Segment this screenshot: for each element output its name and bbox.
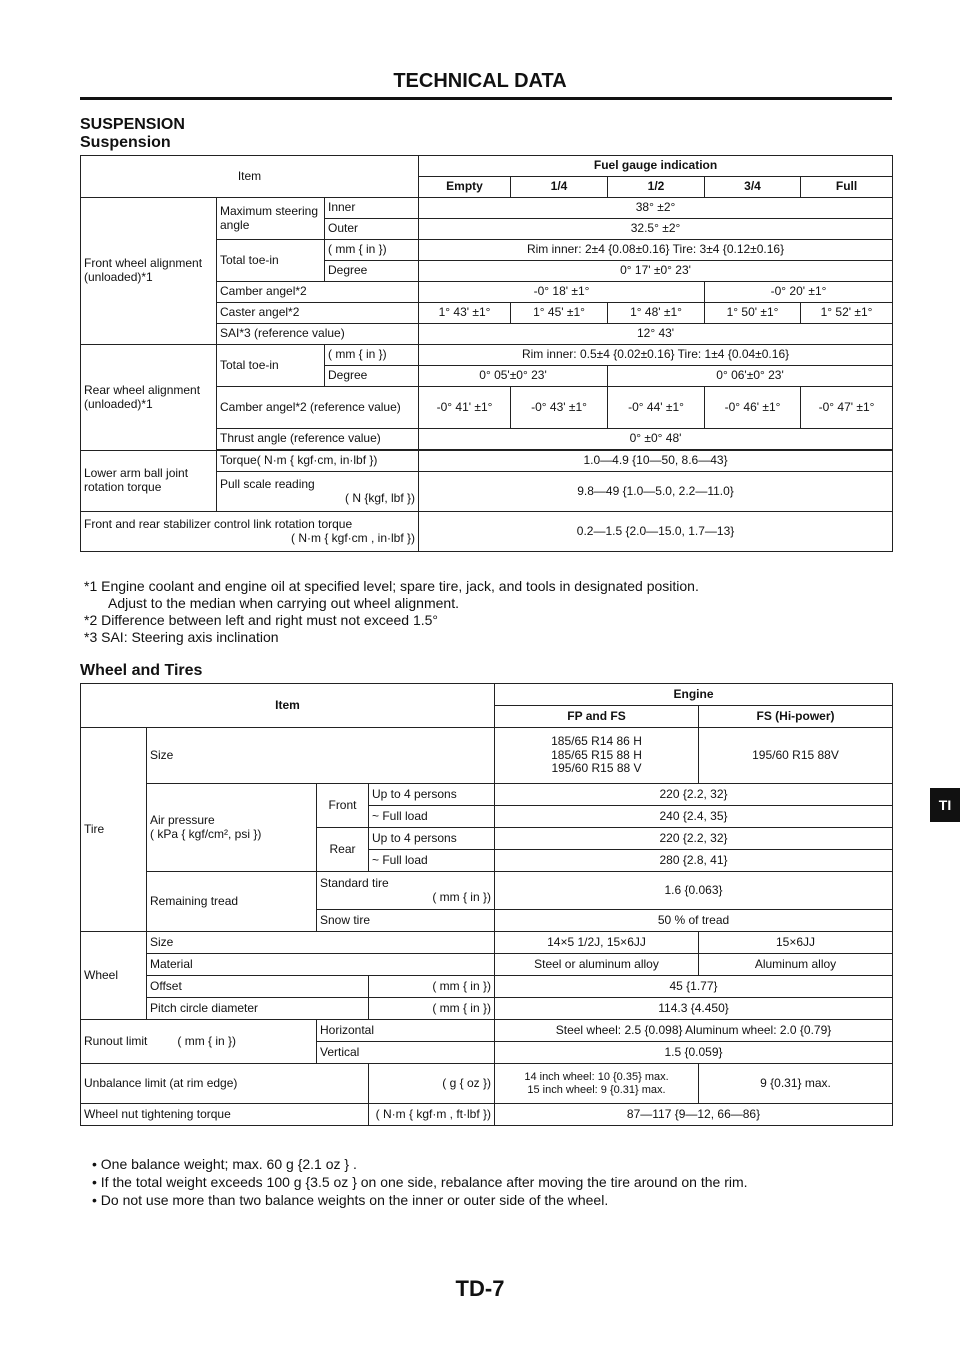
material-label: Material [147, 954, 495, 976]
wheel-size-fp: 14×5 1/2J, 15×6JJ [495, 932, 699, 954]
header-rule [80, 97, 892, 100]
air-pressure-unit: ( kPa { kgf/cm², psi }) [150, 826, 262, 841]
rear-full-value: 280 {2.8, 41} [495, 850, 893, 872]
rear-camber-full: -0° 47' ±1° [801, 387, 893, 429]
rear-toe-mm-value: Rim inner: 0.5±4 {0.02±0.16} Tire: 1±4 {0.04±0.16} [419, 345, 893, 366]
section-heading: SUSPENSION [80, 116, 185, 133]
rear-alignment-group: Rear wheel alignment (unloaded)*1 [81, 345, 217, 451]
offset-unit: ( mm { in }) [369, 976, 495, 998]
inner-label: Inner [325, 198, 419, 219]
pcd-label: Pitch circle diameter [147, 998, 369, 1020]
tire-size-fp-1: 185/65 R14 86 H [551, 733, 642, 748]
unbalance-label: Unbalance limit (at rim edge) [81, 1064, 369, 1104]
runout-label [81, 1020, 317, 1064]
vertical-label: Vertical [317, 1042, 495, 1064]
wheels-tires-table [80, 683, 893, 1126]
rear-camber-label: Camber angel*2 (reference value) [217, 387, 419, 429]
wheel-group: Wheel [81, 932, 147, 1020]
page-title: TECHNICAL DATA [393, 70, 567, 92]
ball-joint-group: Lower arm ball joint rotation torque [81, 451, 217, 512]
bullet-1: • One balance weight; max. 60 g {2.1 oz } . [92, 1156, 357, 1172]
camber-value-b: -0° 20' ±1° [705, 282, 893, 303]
front-toe-label: Total toe-in [217, 240, 325, 282]
pull-scale-label: Pull scale reading [220, 476, 315, 491]
inner-value: 38° ±2° [419, 198, 893, 219]
rear-camber-quarter: -0° 43' ±1° [511, 387, 608, 429]
wheels-heading: Wheel and Tires [80, 662, 203, 679]
tread-unit: ( mm { in }) [432, 889, 491, 904]
bullet-3-text: Do not use more than two balance weights on the inner or outer side of the wheel. [100, 1192, 609, 1208]
horizontal-label: Horizontal [317, 1020, 495, 1042]
runout-horizontal-value: Steel wheel: 2.5 {0.098} Aluminum wheel: 2.0 {0.79} [495, 1020, 893, 1042]
front-toe-degree-value: 0° 17' ±0° 23' [419, 261, 893, 282]
outer-label: Outer [325, 219, 419, 240]
col-three-quarter: 3/4 [705, 177, 801, 198]
stabilizer-unit: ( N·m { kgf·cm , in·lbf }) [291, 530, 416, 545]
page-number: TD-7 [455, 1276, 505, 1301]
material-hp: Aluminum alloy [699, 954, 893, 976]
rear-label: Rear [317, 828, 369, 872]
caster-quarter: 1° 45' ±1° [511, 303, 608, 324]
rear-full-label: ~ Full load [369, 850, 495, 872]
note-1b: Adjust to the median when carrying out wheel alignment. [108, 595, 459, 611]
caster-half: 1° 48' ±1° [608, 303, 705, 324]
front-up4-value: 220 {2.2, 32} [495, 784, 893, 806]
pcd-unit: ( mm { in }) [369, 998, 495, 1020]
section-tab-icon: TI [930, 788, 960, 822]
material-fp: Steel or aluminum alloy [495, 954, 699, 976]
outer-value: 32.5° ±2° [419, 219, 893, 240]
col-quarter: 1/4 [511, 177, 608, 198]
note-3: *3 SAI: Steering axis inclination [84, 629, 279, 645]
suspension-table [80, 155, 893, 552]
stabilizer-value: 0.2—1.5 {2.0—15.0, 1.7—13} [419, 512, 893, 552]
max-steering-angle-label: Maximum steering angle [217, 198, 325, 240]
air-pressure-label: Air pressure [150, 812, 215, 827]
runout-vertical-value: 1.5 {0.059} [495, 1042, 893, 1064]
bullet-2: • If the total weight exceeds 100 g {3.5 oz } on one side, rebalance after moving the tire around on the rim. [92, 1174, 748, 1190]
col-half: 1/2 [608, 177, 705, 198]
caster-full: 1° 52' ±1° [801, 303, 893, 324]
tire-size-hp: 195/60 R15 88V [699, 728, 893, 784]
pull-scale-value: 9.8—49 {1.0—5.0, 2.2—11.0} [419, 472, 893, 512]
pull-scale-unit: ( N {kgf, lbf }) [344, 490, 416, 505]
bullet-3: • Do not use more than two balance weights on the inner or outer side of the wheel. [92, 1192, 609, 1208]
unbalance-fp-14: 14 inch wheel: 10 {0.35} max. [524, 1070, 669, 1083]
item-header: Item [81, 156, 419, 198]
unbalance-hp: 9 {0.31} max. [699, 1064, 893, 1104]
torque-label: Torque( N·m { kgf·cm, in·lbf }) [217, 451, 419, 472]
tire-group: Tire [81, 728, 147, 932]
rear-toe-degree-label: Degree [325, 366, 419, 387]
rear-toe-degree-b: 0° 06'±0° 23' [608, 366, 893, 387]
tire-size-fp-3: 195/60 R15 88 V [551, 761, 642, 776]
standard-tire-label: Standard tire [320, 875, 389, 890]
rear-up4-value: 220 {2.2, 32} [495, 828, 893, 850]
nut-torque-unit: ( N·m { kgf·m , ft·lbf }) [369, 1104, 495, 1126]
note-2: *2 Difference between left and right must not exceed 1.5° [84, 612, 438, 628]
rear-up4-label: Up to 4 persons [369, 828, 495, 850]
torque-value: 1.0—4.9 {10—50, 8.6—43} [419, 451, 893, 472]
nut-torque-value: 87—117 {9—12, 66—86} [495, 1104, 893, 1126]
sai-label: SAI*3 (reference value) [217, 324, 419, 345]
rear-toe-mm-label: ( mm { in }) [325, 345, 419, 366]
rear-toe-label: Total toe-in [217, 345, 325, 387]
stabilizer-label: Front and rear stabilizer control link rotation torque [84, 516, 353, 531]
tire-size-label: Size [147, 728, 495, 784]
front-up4-label: Up to 4 persons [369, 784, 495, 806]
fp-fs-header: FP and FS [495, 706, 699, 728]
front-full-label: ~ Full load [369, 806, 495, 828]
bullet-1-text: One balance weight; max. 60 g {2.1 oz } . [100, 1156, 357, 1172]
pcd-value: 114.3 {4.450} [495, 998, 893, 1020]
nut-torque-label: Wheel nut tightening torque [81, 1104, 369, 1126]
unbalance-fp-15: 15 inch wheel: 9 {0.31} max. [527, 1083, 666, 1096]
col-full: Full [801, 177, 893, 198]
wheels-item-header: Item [81, 684, 495, 728]
sai-value: 12° 43' [419, 324, 893, 345]
front-alignment-group: Front wheel alignment (unloaded)*1 [81, 198, 217, 345]
caster-label: Caster angel*2 [217, 303, 419, 324]
front-toe-degree-label: Degree [325, 261, 419, 282]
front-toe-mm-label: ( mm { in }) [325, 240, 419, 261]
rear-camber-half: -0° 44' ±1° [608, 387, 705, 429]
front-label: Front [317, 784, 369, 828]
tire-size-fp-2: 185/65 R15 88 H [551, 747, 642, 762]
rear-toe-degree-a: 0° 05'±0° 23' [419, 366, 608, 387]
engine-header: Engine [495, 684, 893, 706]
caster-empty: 1° 43' ±1° [419, 303, 511, 324]
subsection-heading: Suspension [80, 134, 171, 151]
thrust-label: Thrust angle (reference value) [217, 429, 419, 450]
tread-standard-value: 1.6 {0.063} [495, 872, 893, 910]
runout-text: Runout limit [84, 1033, 148, 1048]
thrust-value: 0° ±0° 48' [419, 429, 893, 450]
wheel-size-label: Size [147, 932, 495, 954]
camber-value-a: -0° 18' ±1° [419, 282, 705, 303]
offset-value: 45 {1.77} [495, 976, 893, 998]
fuel-gauge-header: Fuel gauge indication [419, 156, 893, 177]
front-full-value: 240 {2.4, 35} [495, 806, 893, 828]
rear-camber-empty: -0° 41' ±1° [419, 387, 511, 429]
snow-tire-label: Snow tire [317, 910, 495, 932]
runout-unit: ( mm { in }) [177, 1033, 237, 1048]
unbalance-unit: ( g { oz }) [369, 1064, 495, 1104]
remaining-tread-label: Remaining tread [147, 872, 317, 932]
col-empty: Empty [419, 177, 511, 198]
front-toe-mm-value: Rim inner: 2±4 {0.08±0.16} Tire: 3±4 {0.12±0.16} [419, 240, 893, 261]
rear-camber-three-quarter: -0° 46' ±1° [705, 387, 801, 429]
note-1: *1 Engine coolant and engine oil at specified level; spare tire, jack, and tools in designated position. [84, 578, 699, 594]
offset-label: Offset [147, 976, 369, 998]
fs-hipower-header: FS (Hi-power) [699, 706, 893, 728]
wheel-size-hp: 15×6JJ [699, 932, 893, 954]
camber-label: Camber angel*2 [217, 282, 419, 303]
tread-snow-value: 50 % of tread [495, 910, 893, 932]
bullet-2-text: If the total weight exceeds 100 g {3.5 oz } on one side, rebalance after moving the tire around on the rim. [100, 1174, 748, 1190]
caster-three-quarter: 1° 50' ±1° [705, 303, 801, 324]
